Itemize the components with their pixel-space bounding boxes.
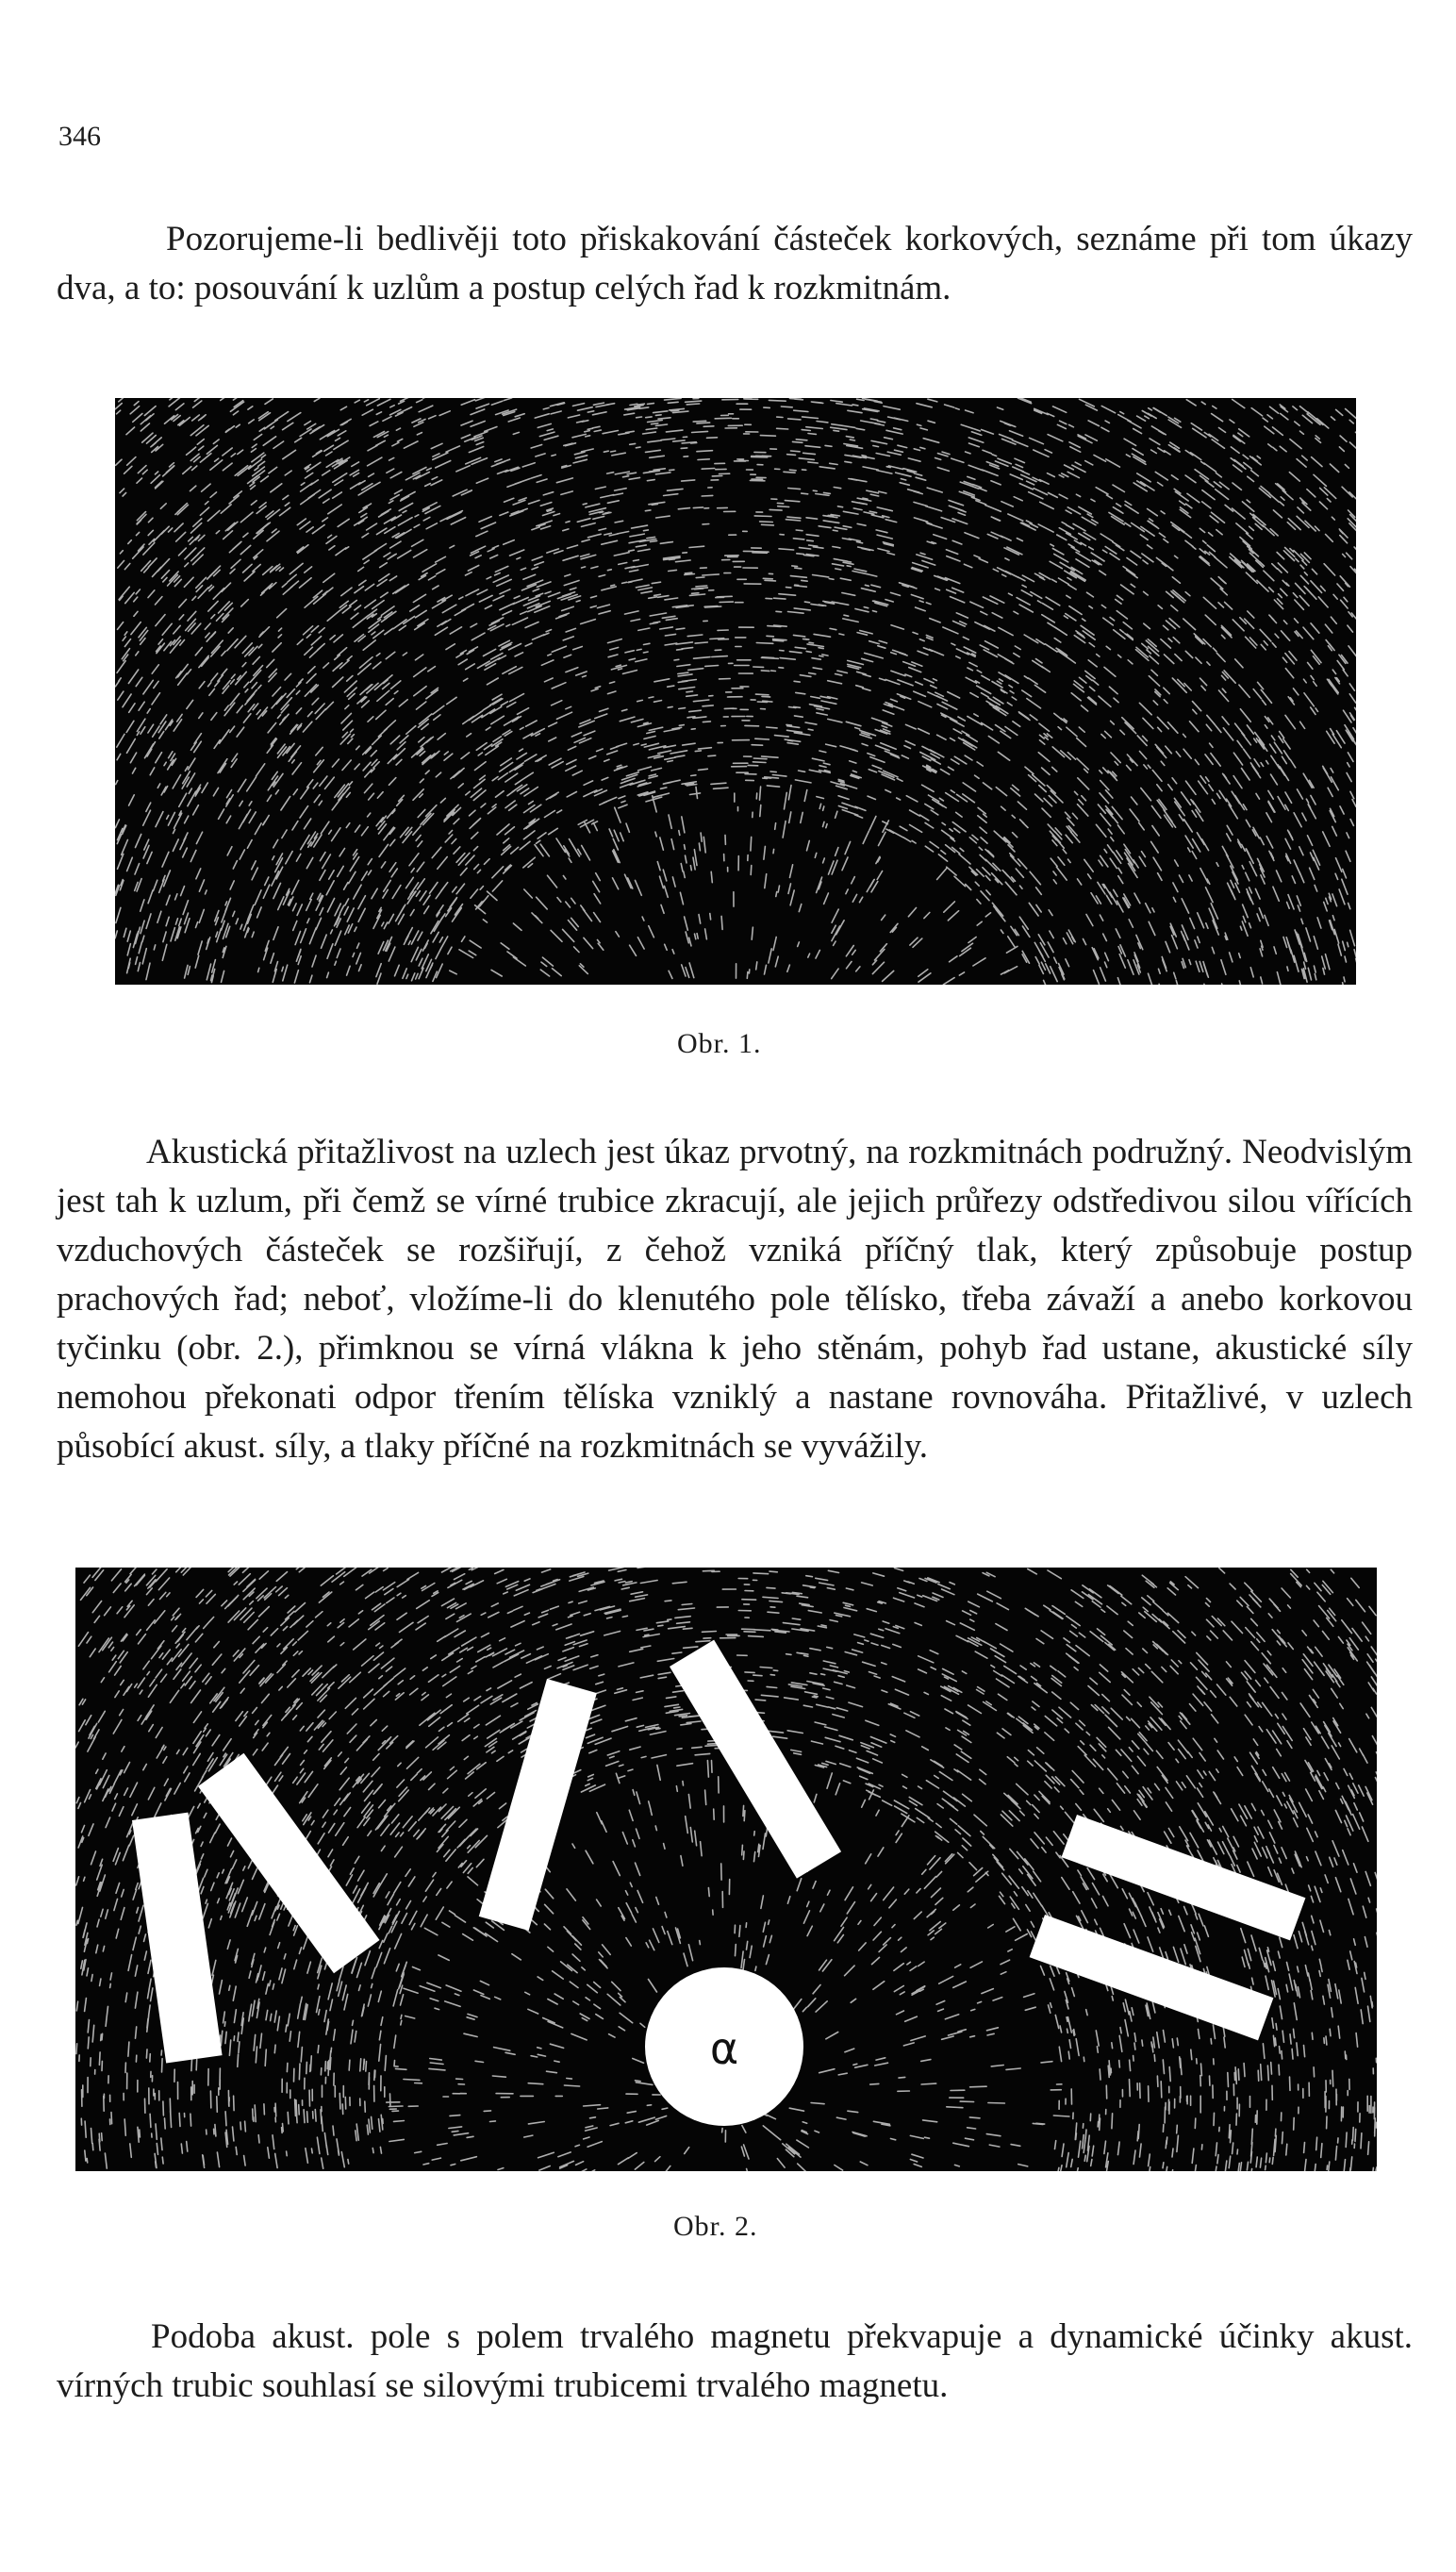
figure-2-photo	[75, 1568, 1377, 2171]
figure-2-dust-pattern	[75, 1568, 1377, 2171]
figure-1-photo	[115, 398, 1356, 985]
paragraph-magnet-comparison: Podoba akust. pole s polem trvalého magnetu překvapuje a dynamické účinky akust. vírných trubic souhlasí se silovými trubicemi trvalého magnetu.	[57, 2317, 1413, 2405]
figure-1-caption: Obr. 1.	[677, 1028, 762, 1059]
weight-a-label: α	[709, 2023, 739, 2074]
figure-1-dust-pattern	[115, 398, 1356, 985]
cork-rod-arch-left	[479, 1679, 597, 1931]
cork-rod-left-inner	[198, 1753, 380, 1973]
page-number: 346	[58, 121, 101, 152]
paragraph-intro: Pozorujeme-li bedlivěji toto přiskakování částeček korkových, seznáme při tom úkazy dva, a to: posouvání k uzlům a postup celých řad k rozkmitnám.	[57, 220, 1413, 307]
paragraph-acoustic-attraction: Akustická přitažlivost na uzlech jest úkaz prvotný, na rozkmitnách podružný. Neodvislým jest tah k uzlum, při čemž se vírné trubice zkracují, ale jejich průřezy odstředivou silou vířících vzduchových částeček se rozšiřují, z čehož vzniká příčný tlak, který způsobuje postup prachových řad; neboť, vložíme-li do klenutého pole tělísko, třeba závaží a anebo korkovou tyčinku (obr. 2.), přimknou se vírná vlákna k jeho stěnám, pohyb řad ustane, akustické síly nemohou překonati odpor třením tělíska vzniklý a nastane rovnováha. Přitažlivé, v uzlech působící akust. síly, a tlaky příčné na rozkmitnách se vyvážily.	[57, 1133, 1413, 1466]
dust-streaks	[115, 398, 1356, 985]
figure-2-caption: Obr. 2.	[673, 2211, 758, 2242]
cork-rod-right-lower	[1030, 1915, 1274, 2040]
